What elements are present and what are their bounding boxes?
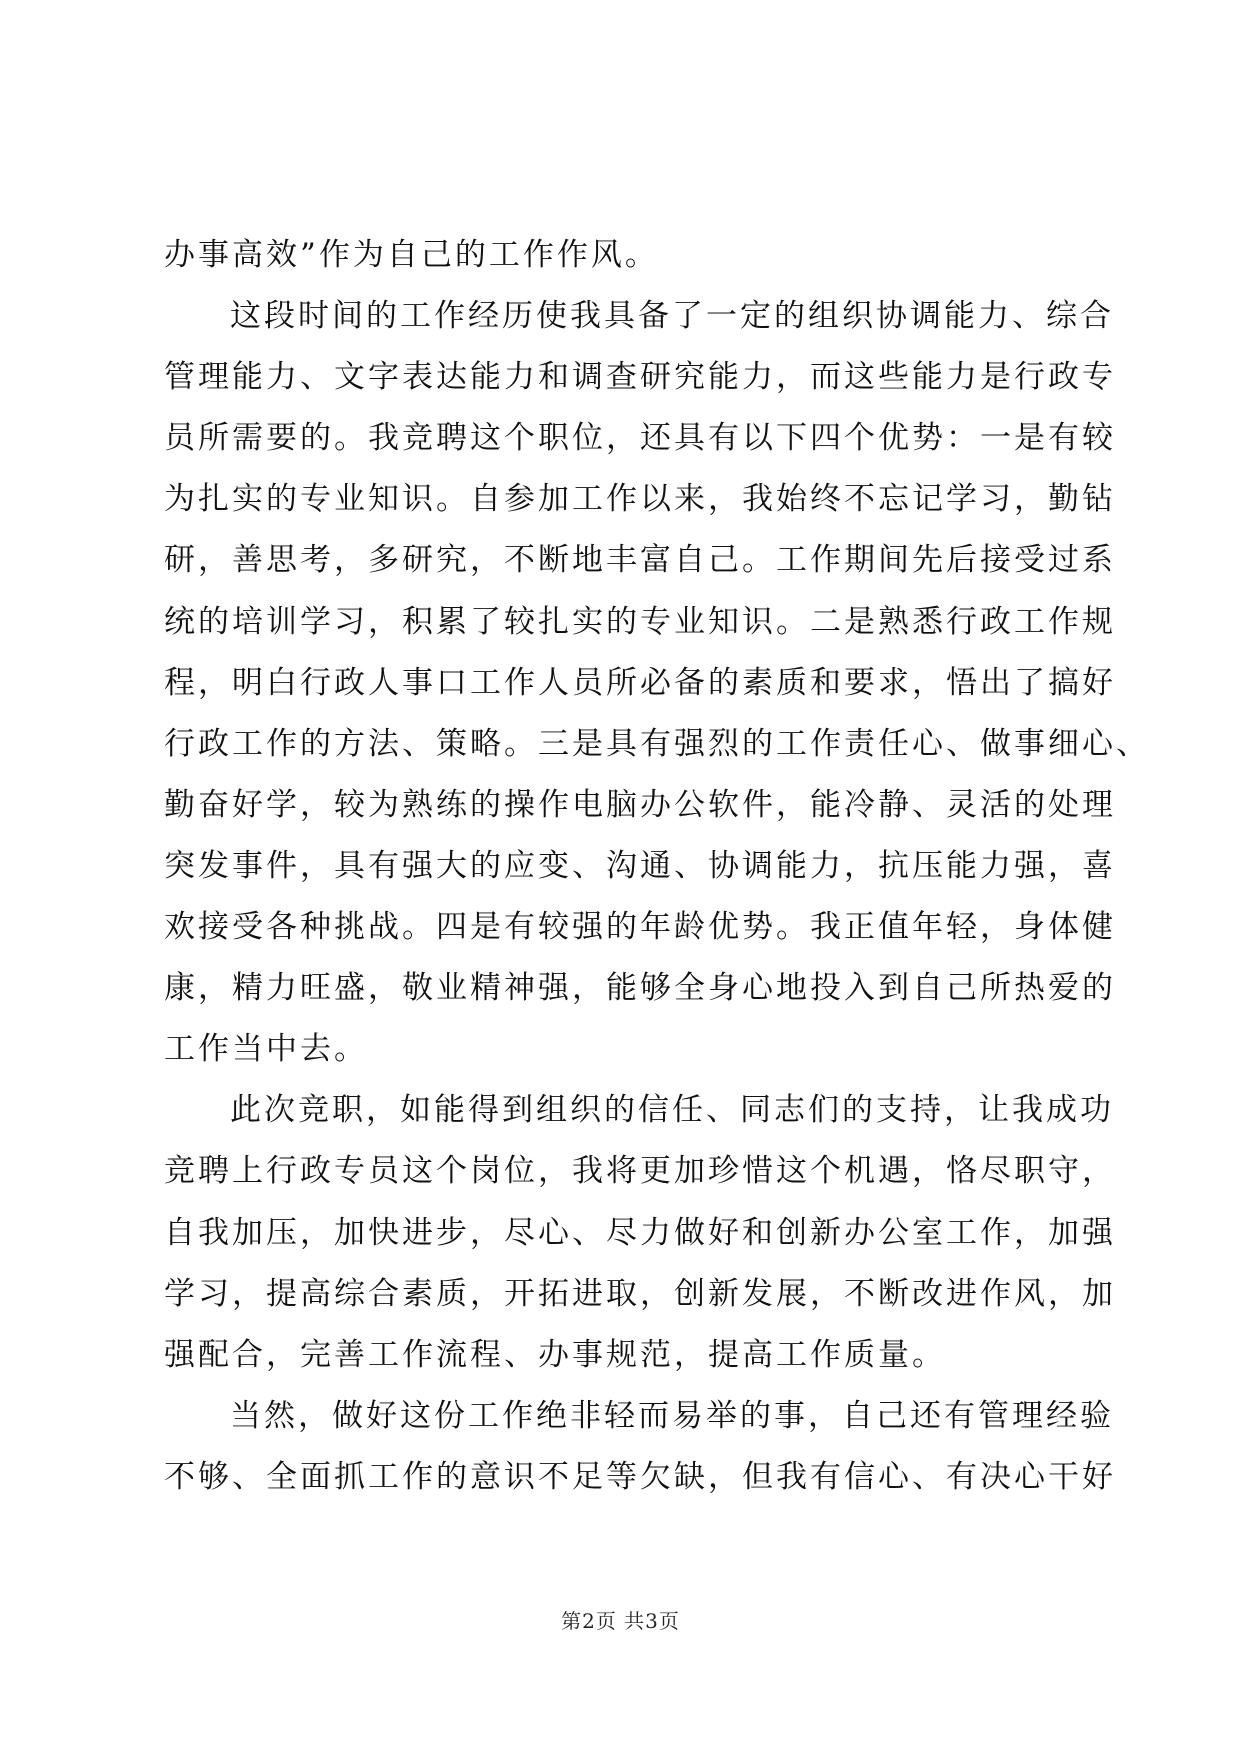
text-line: 不够、全面抓工作的意识不足等欠缺，但我有信心、有决心干好	[164, 1458, 1116, 1495]
text-line: 办事高效”作为自己的工作作风。	[164, 237, 659, 273]
text-line: 程，明白行政人事口工作人员所必备的素质和要求，悟出了搞好	[164, 664, 1116, 701]
text-line: 员所需要的。我竞聘这个职位，还具有以下四个优势：一是有较	[164, 420, 1116, 457]
text-line: 康，精力旺盛，敬业精神强，能够全身心地投入到自己所热爱的	[164, 970, 1116, 1007]
text-line: 学习，提高综合素质，开拓进取，创新发展，不断改进作风，加	[164, 1275, 1116, 1312]
text-line: 统的培训学习，积累了较扎实的专业知识。二是熟悉行政工作规	[164, 603, 1116, 640]
text-line: 研，善思考，多研究，不断地丰富自己。工作期间先后接受过系	[164, 542, 1116, 579]
text-line: 突发事件，具有强大的应变、沟通、协调能力，抗压能力强，喜	[164, 847, 1116, 884]
document-body	[164, 225, 1150, 1508]
text-line: 竞聘上行政专员这个岗位，我将更加珍惜这个机遇，恪尽职守，	[164, 1153, 1116, 1190]
text-line: 管理能力、文字表达能力和调查研究能力，而这些能力是行政专	[164, 359, 1116, 396]
text-line: 自我加压，加快进步，尽心、尽力做好和创新办公室工作，加强	[164, 1214, 1116, 1251]
text-line: 行政工作的方法、策略。三是具有强烈的工作责任心、做事细心、	[164, 725, 1150, 762]
text-line: 欢接受各种挑战。四是有较强的年龄优势。我正值年轻，身体健	[164, 909, 1116, 946]
text-line: 为扎实的专业知识。自参加工作以来，我始终不忘记学习，勤钻	[164, 481, 1116, 518]
text-line: 强配合，完善工作流程、办事规范，提高工作质量。	[164, 1336, 946, 1373]
text-line: 勤奋好学，较为熟练的操作电脑办公软件，能冷静、灵活的处理	[164, 786, 1116, 823]
text-line: 工作当中去。	[164, 1031, 368, 1068]
page-footer: 第2页 共3页	[561, 1609, 680, 1633]
text-line: 当然，做好这份工作绝非轻而易举的事，自己还有管理经验	[230, 1397, 1114, 1434]
text-line: 此次竞职，如能得到组织的信任、同志们的支持，让我成功	[230, 1092, 1114, 1129]
text-line: 这段时间的工作经历使我具备了一定的组织协调能力、综合	[230, 298, 1114, 335]
